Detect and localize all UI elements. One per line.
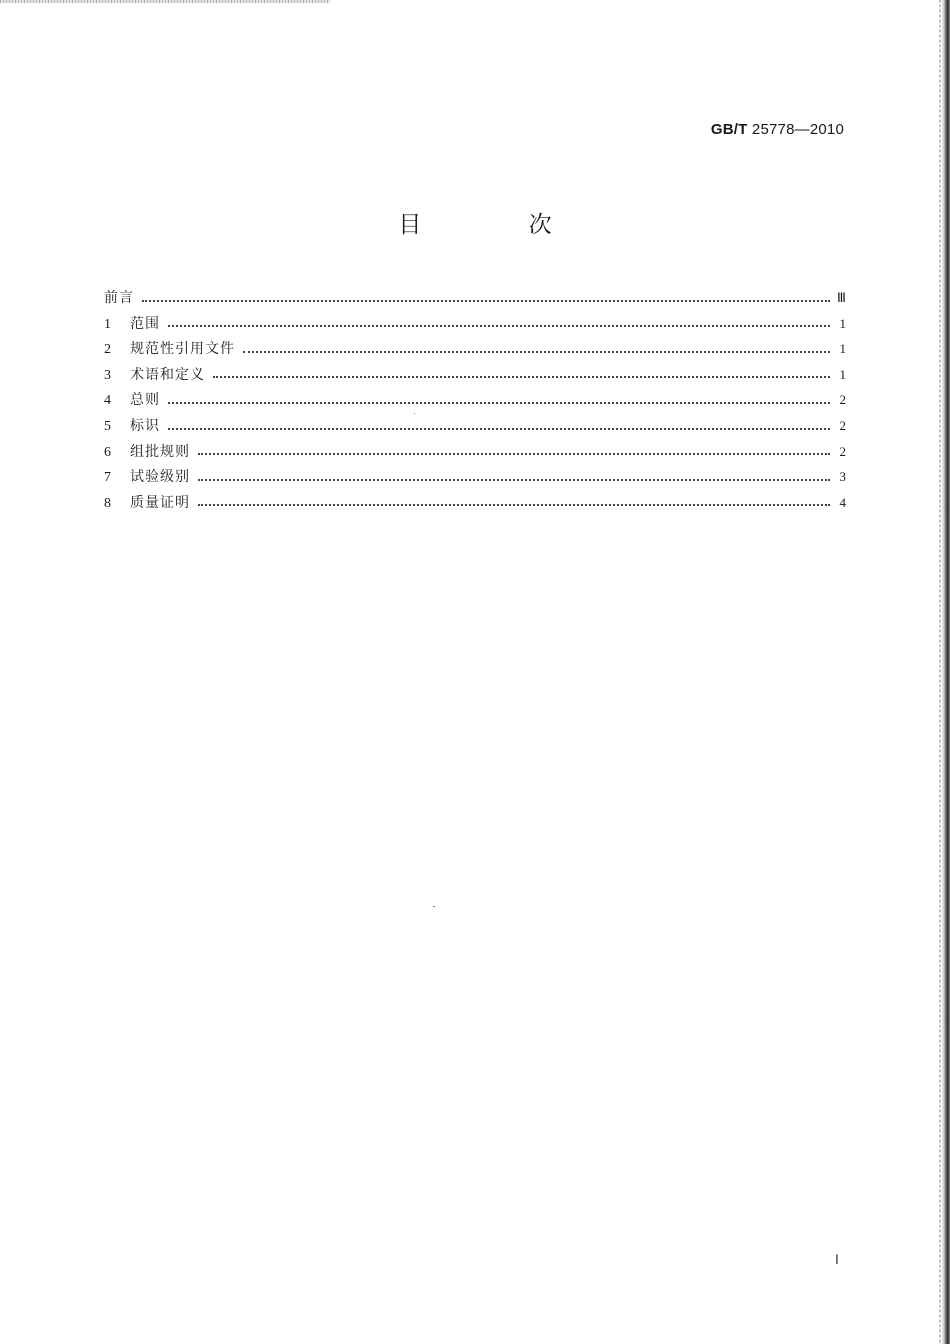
toc-entry-page: 2 xyxy=(839,443,846,459)
toc-leader-dots xyxy=(198,453,830,455)
toc-entry-number: 3 xyxy=(104,367,111,383)
toc-entry-page: 1 xyxy=(839,315,846,331)
toc-entry-number: 1 xyxy=(104,316,111,332)
toc-leader-dots xyxy=(168,325,830,327)
toc-entry[interactable] xyxy=(104,441,846,467)
toc-leader-dots xyxy=(168,402,830,404)
toc-leader-dots xyxy=(168,428,830,430)
toc-entry-page: 2 xyxy=(839,392,846,408)
standard-year-number: 25778—2010 xyxy=(751,121,844,138)
page-title: 目 次 xyxy=(398,212,602,238)
toc-entry-label: 组批规则 xyxy=(130,443,190,460)
toc-entry-label: 试验级别 xyxy=(130,469,190,486)
toc-entry[interactable] xyxy=(104,364,846,390)
toc-entry-number: 7 xyxy=(104,470,111,486)
toc-entry[interactable] xyxy=(104,492,846,518)
toc-entry[interactable] xyxy=(104,338,846,364)
toc-entry-label: 质量证明 xyxy=(130,494,190,511)
toc-entry[interactable] xyxy=(104,389,846,415)
toc-leader-dots xyxy=(243,351,830,353)
toc-entry-label: 规范性引用文件 xyxy=(130,341,235,358)
scan-edge-top xyxy=(0,0,330,3)
toc-entry[interactable] xyxy=(104,313,846,339)
toc-entry-number: 5 xyxy=(104,418,111,434)
toc-entry-label: 标识 xyxy=(130,417,160,434)
toc-leader-dots xyxy=(198,479,830,481)
toc-entry-number: 4 xyxy=(104,393,111,409)
scan-edge-right xyxy=(941,0,950,1344)
scan-speck xyxy=(433,906,435,907)
standard-number xyxy=(711,121,844,138)
toc-entry-number: 2 xyxy=(104,342,111,358)
toc-entry-number: 6 xyxy=(104,444,111,460)
toc-entry-label: 前言 xyxy=(104,290,134,306)
toc-entry-number: 8 xyxy=(104,495,111,511)
toc-entry[interactable] xyxy=(104,466,846,492)
toc-entry-page: 3 xyxy=(839,469,846,485)
toc-entry[interactable] xyxy=(104,415,846,441)
toc-leader-dots xyxy=(198,504,830,506)
toc-entry-page: 2 xyxy=(839,417,846,433)
toc-entry-page: 1 xyxy=(839,366,846,382)
toc-entry-page: 4 xyxy=(839,494,846,510)
table-of-contents xyxy=(104,287,846,517)
toc-entry[interactable] xyxy=(104,287,846,313)
page-folio: Ⅰ xyxy=(835,1252,839,1267)
toc-leader-dots xyxy=(142,300,830,302)
toc-entry-label: 总则 xyxy=(130,392,160,409)
toc-entry-page: 1 xyxy=(839,341,846,357)
toc-entry-label: 术语和定义 xyxy=(130,366,205,383)
toc-entry-page: Ⅲ xyxy=(837,290,846,305)
toc-leader-dots xyxy=(213,376,830,378)
toc-entry-label: 范围 xyxy=(130,315,160,332)
scan-speck xyxy=(414,413,415,414)
standard-code: GB/T xyxy=(710,121,748,138)
